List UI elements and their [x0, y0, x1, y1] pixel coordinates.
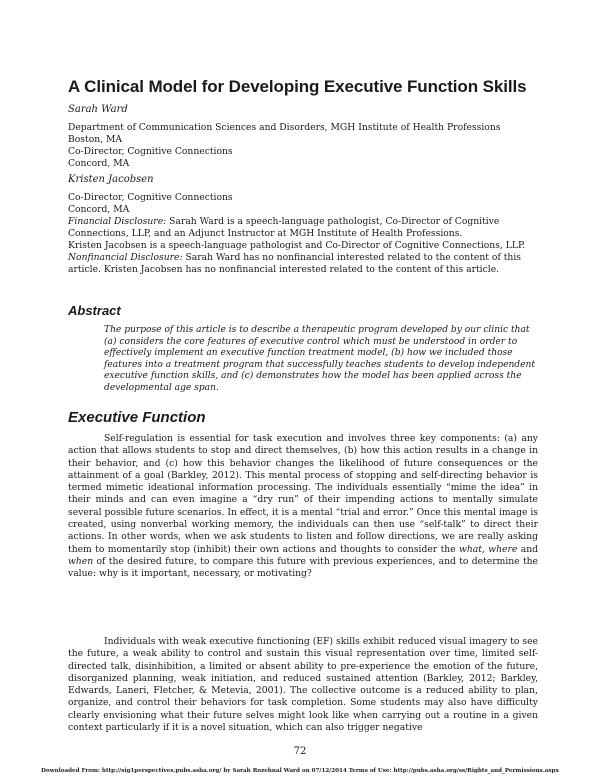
author-2-affiliations	[68, 192, 538, 276]
affiliation-line: Co-Director, Cognitive Connections	[68, 192, 233, 203]
affiliation-line: Co-Director, Cognitive Connections	[68, 146, 233, 157]
affiliation-line: Department of Communication Sciences and Disorders, MGH Institute of Health Professions	[68, 122, 501, 133]
download-footer: Downloaded From: http://sig1perspectives.pubs.asha.org/ by Sarah Rozehnal Ward on 07/12/2014 Terms of Use: http://pubs.asha.org/ss/Rights_and_Permissions.aspx	[41, 768, 559, 774]
body-paragraph-1	[68, 433, 538, 581]
emphasis-text: when	[68, 555, 94, 567]
affiliation-line: Concord, MA	[68, 204, 130, 215]
paragraph-text: of the desired future, to compare this future with previous experiences, and to determine the value: why is it important, necessary, or motivating?	[68, 555, 538, 580]
financial-disclosure-label: Financial Disclosure:	[68, 216, 167, 227]
financial-disclosure-2: Kristen Jacobsen is a speech-language pathologist and Co-Director of Cognitive Connections, LLP.	[68, 240, 526, 251]
nonfinancial-disclosure-text: Sarah Ward has no nonfinancial interested related to the content of this article. Kristen Jacobsen has no nonfinancial interested related to the content of this article.	[68, 252, 521, 275]
author-1-affiliations	[68, 122, 538, 170]
paragraph-text: and	[517, 543, 538, 555]
paragraph-text: Self-regulation is essential for task execution and involves three key components: (a) any action that allows students to stop and direct themselves, (b) how this action results in a change in their behavior, and (c) how this behavior changes the likelihood of future consequences or the attainment of a goal (Barkley, 2012). This mental process of stopping and self-directing behavior is termed mimetic ideational information processing. The individuals essentially “mime the idea” in their minds and can even imagine a “dry run” of their impending actions to mentally simulate several possible future scenarios. In effect, it is a mental “trial and error.” Once this mental image is created, using nonverbal working memory, the individuals can then use “self-talk” to direct their actions. In other words, when we ask students to listen and follow directions, we are really asking them to momentarily stop (inhibit) their own actions and thoughts to consider the	[68, 433, 538, 555]
author-name-2: Kristen Jacobsen	[68, 174, 154, 185]
author-name-1: Sarah Ward	[68, 104, 128, 115]
financial-disclosure	[68, 216, 538, 240]
affiliation-line: Concord, MA	[68, 158, 130, 169]
article-title: A Clinical Model for Developing Executive Function Skills	[68, 77, 527, 96]
nonfinancial-disclosure-label: Nonfinancial Disclosure:	[68, 252, 183, 263]
emphasis-text: what, where	[459, 543, 518, 555]
abstract-text: The purpose of this article is to describe a therapeutic program developed by our clinic that (a) considers the core features of executive control which must be understood in order to effectively implement an executive function treatment model, (b) how we included those features into a treatment program that successfully teaches students to develop independent executive function skills, and (c) demonstrates how the model has been applied across the developmental age span.	[104, 325, 536, 393]
abstract-heading: Abstract	[68, 303, 121, 318]
section-heading: Executive Function	[68, 409, 206, 426]
page-number: 72	[293, 746, 307, 757]
nonfinancial-disclosure	[68, 252, 538, 276]
financial-disclosure-text: Sarah Ward is a speech-language pathologist, Co-Director of Cognitive Connections, LLP, and an Adjunct Instructor at MGH Institute of Health Professions.	[68, 216, 500, 239]
affiliation-line: Boston, MA	[68, 134, 123, 145]
body-paragraph-2: Individuals with weak executive functioning (EF) skills exhibit reduced visual imagery to see the future, a weak ability to control and sustain this visual representation over time, limited self-directed talk, disinhibition, a limited or absent ability to pre-experience the emotion of the future, disorganized planning, weak initiation, and reduced sustained attention (Barkley, 2012; Barkley, Edwards, Laneri, Fletcher, & Metevia, 2001). The collective outcome is a reduced ability to plan, organize, and control their behaviors for task completion. Some students may also have difficulty clearly envisioning what their future selves might look like when carrying out a routine in a given context particularly if it is a novel situation, which can also trigger negative	[68, 636, 538, 734]
